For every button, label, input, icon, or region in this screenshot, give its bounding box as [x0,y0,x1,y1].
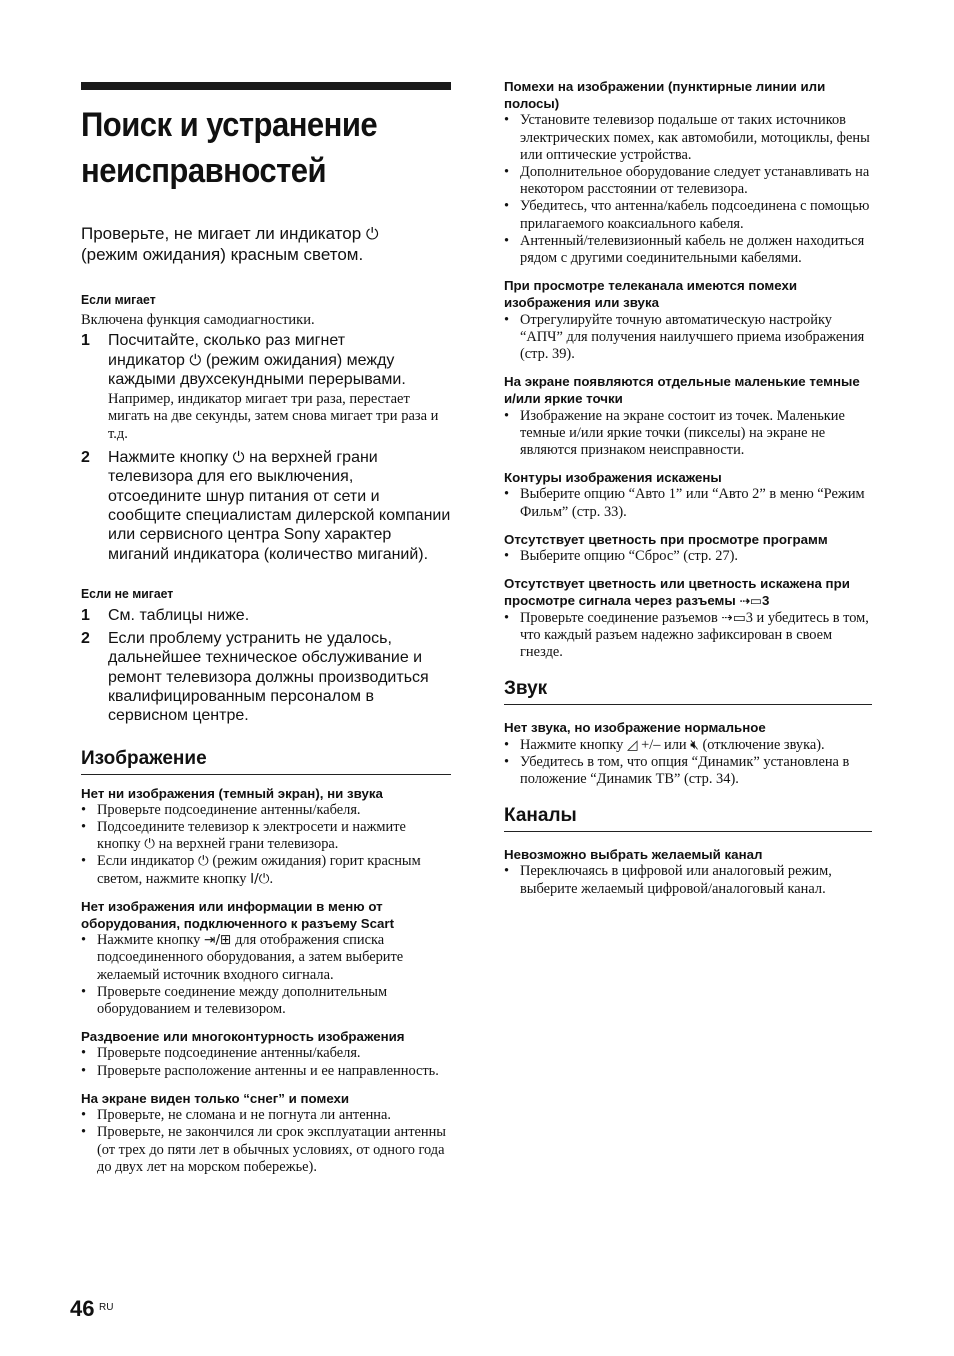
problem-no-color: Отсутствует цветность при просмотре программ [504,531,828,547]
list-item: • Проверьте соединение между дополнительным оборудованием и телевизором. [81,983,388,1018]
right-column [504,78,872,898]
list-item: • Проверьте соединение разъемов ⇢▭3 и убедитесь в том, что каждый разъем надежно зафиксирован в своем гнезде. [504,609,869,661]
not-blinking-step-1: 1 См. таблицы ниже. [81,606,250,624]
problem-ghosting-list [81,1045,451,1079]
problem-ghosting: Раздвоение или многоконтурность изображения [81,1029,405,1045]
blinking-step-2: 2 Нажмите кнопку ⏻ на верхней грани телевизора для его выключения, отсоедините шнур питания от сети и сообщите специалистам дилерской компании или сервисного центра Sony характер миганий индикатора (количество миганий). [81,448,451,563]
power-standby-icon: ⏻ [189,350,202,369]
page-language: RU [99,1302,114,1313]
list-item: • Подсоедините телевизор к электросети и нажмите кнопку ⏻ на верхней грани телевизора. [81,819,406,853]
blinking-example: Например, индикатор мигает три раза, перестает мигать на две секунды, затем снова мигает три раза и т.д. [108,391,439,442]
problem-snow-list [81,1107,451,1176]
power-standby-icon: ⏻ [144,836,155,853]
volume-icon: ◿ [627,736,638,753]
problem-cannot-select-channel: Невозможно выбрать желаемый канал [504,847,763,863]
problem-channel-noise: При просмотре телеканала имеются помехи изображения или звука [504,278,798,311]
page-title-line2: неисправностей [81,152,327,190]
intro-text: Проверьте, не мигает ли индикатор ⏻ (режим ожидания) красным светом. [81,224,379,264]
list-item: • Переключаясь в цифровой или аналоговый режим, выберите желаемый цифровой/аналоговый канал. [504,863,832,897]
list-item: • Проверьте подсоединение антенны/кабеля. [81,1045,361,1062]
problem-channel-noise-list [504,312,872,364]
problem-no-picture-list [81,802,451,888]
problem-color-component: Отсутствует цветность или цветность искажена при просмотре сигнала через разъемы ⇢▭3 [504,576,850,609]
self-diagnosis-note: Включена функция самодиагностики. [81,312,315,328]
if-not-blinking-heading: Если не мигает [81,585,174,601]
if-blinking-heading: Если мигает [81,292,156,307]
scart-connector-icon: ⇢▭ [739,593,762,609]
page-number: 46 [70,1296,95,1321]
problem-scart-list [81,932,451,1018]
list-item: • Дополнительное оборудование следует устанавливать на некотором расстоянии от телевизора. [504,164,870,198]
input-select-icon: ⇥/⊞ [204,932,232,949]
list-item: • Убедитесь, что антенна/кабель подсоединена с помощью прилагаемого коаксиального кабеля. [504,198,870,232]
list-item: • Отрегулируйте точную автоматическую настройку “АПЧ” для получения наилучшего приема изображения (стр. 39). [504,311,865,363]
list-item: • Убедитесь в том, что опция “Динамик” установлена в положение “Динамик ТВ” (стр. 34). [504,753,850,787]
list-item: • Выберите опцию “Авто 1” или “Авто 2” в меню “Режим Фильм” (стр. 33). [504,486,865,520]
power-standby-icon: ⏻ [197,853,209,870]
left-column [81,82,451,1176]
problem-snow-noise: На экране виден только “снег” и помехи [81,1090,350,1106]
problem-dots-list [504,408,872,460]
power-standby-icon: ⏻ [365,224,379,243]
problem-no-picture-scart: Нет изображения или информации в меню от оборудования, подключенного к разъему Scart [81,898,395,932]
problem-distorted-contours: Контуры изображения искажены [504,470,722,486]
list-item: • Проверьте, не закончился ли срок эксплуатации антенны (от трех до пяти лет в обычных условиях, от одного года до двух лет на морском побережье). [81,1124,446,1175]
problem-contours-list [504,486,872,520]
list-item: • Проверьте расположение антенны и ее направленность. [81,1062,439,1079]
list-item: • Если индикатор ⏻ (режим ожидания) горит красным светом, нажмите кнопку I/⏻. [81,853,421,887]
list-item: • Нажмите кнопку ◿ +/– или 🔇︎ (отключение звука). [504,736,825,753]
problem-no-sound: Нет звука, но изображение нормальное [504,720,766,736]
list-item: • Нажмите кнопку ⇥/⊞ для отображения списка подсоединенного оборудования, а затем выберите желаемый источник входного сигнала. [81,932,404,983]
problem-channel-list [504,863,872,897]
problem-color-component-list [504,610,872,662]
blinking-step-1: 1 Посчитайте, сколько раз мигнет индикатор ⏻ (режим ожидания) между каждыми двухсекундными перерывами. [81,332,406,388]
problem-no-color-list [504,548,872,565]
page-title-line1: Поиск и устранение [81,106,378,144]
problem-dots: На экране появляются отдельные маленькие темные и/или яркие точки [504,374,860,407]
problem-no-sound-list [504,737,872,789]
section-heading-sound: Звук [504,677,872,705]
list-item: • Проверьте, не сломана и не погнута ли антенна. [81,1107,391,1124]
problem-interference-list [504,112,872,267]
list-item: • Антенный/телевизионный кабель не должен находиться рядом с другими соединительными кабелями. [504,232,865,267]
list-item: • Выберите опцию “Сброс” (стр. 27). [504,548,739,565]
list-item: • Установите телевизор подальше от таких источников электрических помех, как автомобили, мотоциклы, фены или оптические устройства. [504,112,870,163]
on-standby-icon: I/⏻ [250,870,270,887]
power-standby-icon: ⏻ [232,448,245,467]
problem-no-picture-no-sound: Нет ни изображения (темный экран), ни звука [81,785,383,801]
problem-interference: Помехи на изображении (пунктирные линии или полосы) [504,79,826,112]
section-heading-channels: Каналы [504,804,872,832]
scart-connector-icon: ⇢▭ [721,609,746,626]
mute-icon: 🔇︎ [690,736,699,753]
title-rule [81,82,451,90]
not-blinking-step-2: 2 Если проблему устранить не удалось, дальнейшее техническое обслуживание и ремонт телевизора должны производиться квалифицированным персоналом в сервисном центре. [81,630,429,725]
page-title [81,102,451,194]
list-item: • Изображение на экране состоит из точек. Маленькие темные и/или яркие точки (пикселы) на экране не являются признаком неисправности. [504,407,845,459]
section-heading-picture: Изображение [81,747,451,775]
list-item: • Проверьте подсоединение антенны/кабеля. [81,801,361,818]
